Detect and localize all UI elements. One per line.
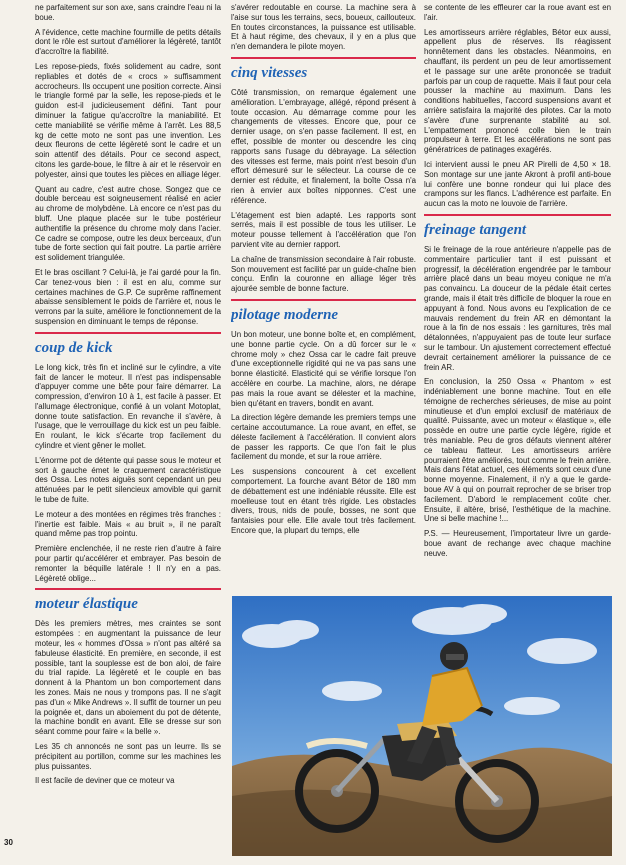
paragraph: Les amortisseurs arrière réglables, Bétor eux aussi, appellent plus de réserves. Ils réagissent honnêtement dans les obstacles. Néanmoins, en chauffant, ils perdent un peu de leur amortissement et le passage sur une arête prononcée se traduit parfois par un coup de raquette. Mais il faut pour cela pousser la machine au maximum. Dans les conditions habituelles, l'accord suspensions avant et arrière satisfaira la majorité des pilotes. Car la moto s'avère d'une surprenante stabilité au sol. L'empattement prononcé colle bien le train propulseur à terre. Et les accélérations ne sont pas génératrices de patinages exagérés.	[424, 27, 611, 155]
paragraph: Première enclenchée, il ne reste rien d'autre à faire pour partir qu'accélérer et embrayer. Pas besoin de remonter la béquille latérale ! Il n'y en a pas. Légèreté oblige...	[35, 544, 221, 583]
paragraph: En conclusion, la 250 Ossa « Phantom » est indéniablement une bonne machine. Tout en elle témoigne de recherches sérieuses, de mise au point minutieuse et d'un emploi exclusif de matériaux de qualité. Puissante, avec un moteur « élastique », elle possède en outre une partie cycle légère, rigide et très maniable. Peu de gros défauts viennent altérer ce tableau flatteur. Les amortisseurs arrière pourraient être améliorés, tout comme le frein arrière. Mais dans l'état actuel, ces éléments sont ceux d'une bonne moyenne. Finalement, il n'y a que le garde-boue AV à qui on pourrait reprocher de se briser trop facilement. D'abord le remplacement coûte cher. Ensuite, il altère, brisé, l'esthétique de la machine. Une si belle machine !...	[424, 377, 611, 524]
motocross-rider-photo	[232, 596, 612, 856]
paragraph: Le moteur a des montées en régimes très franches : l'inertie est faible. Mais « au bruit », il ne paraît quand même pas trop pointu.	[35, 509, 221, 539]
section-heading-cinq-vitesses: cinq vitesses	[231, 64, 308, 81]
paragraph: Si le freinage de la roue antérieure n'appelle pas de commentaire particulier tant il est puissant et progressif, la décélération engendrée par le tambour arrière placé dans un beau moyeu conique ne m'a pas convaincu. La douceur de la pédale était certes grande, mais il était très difficile de bloquer la roue en appuyant à fond. Nous avons eu l'explication de ce mauvais rendement du frein AR en démontant la roue à la fin de nos essais : les garnitures, très mal détalonnées, n'appuyaient pas de toute leur surface sur le tambour. Un ajustement correctement effectué devrait certainement améliorer la puissance de ce frein AR.	[424, 244, 611, 372]
section-heading-pilotage-moderne: pilotage moderne	[231, 306, 339, 323]
section-divider	[35, 588, 221, 590]
paragraph: Les suspensions concourent à cet excellent comportement. La fourche avant Bétor de 180 mm de débattement est une indéniable réussite. Elle est moelleuse tout en étant très rigide. Les obstacles divers, trous, nids de poule, bosses, ne sont que fantaisies pour elle. Elle avale tout très facilement. Encore que, la plupart du temps, elle	[231, 467, 416, 536]
paragraph: A l'évidence, cette machine fourmille de petits détails dont le rôle est surtout d'améliorer la légèreté, tantôt d'accroître la fiabilité.	[35, 27, 221, 57]
section-heading-moteur-elastique: moteur élastique	[35, 596, 138, 613]
section-divider	[35, 332, 221, 334]
paragraph: Quant au cadre, c'est autre chose. Songez que ce double berceau est soigneusement réalisé en acier au chrome de molybdène. Là encore ce n'est pas du bluff. Une plaque placée sur le tube postérieur authentifie la présence du chrome moly dans l'acier. Ce cadre se compose, outre les deux berceaux, d'un tube de forte section qui fait poutre. La partie arrière est solidement triangulée.	[35, 184, 221, 263]
page-number: 30	[4, 838, 13, 847]
paragraph: Dès les premiers mètres, mes craintes se sont estompées : en augmentant la puissance de leur moteur, les « hommes d'Ossa » n'ont pas altéré sa fabuleuse élasticité. En première, en seconde, il est possible, tant la souplesse est de bon aloi, de faire du trial rapide. La légèreté et le couple en bas donnent à la Phantom un bon comportement dans les zones. Mais ne nous y trompons pas. Il ne s'agit pas d'un « Mike Andrews ». Il suffit de tourner un peu la poignée et, dans un aboiement du pot de détente, la machine bondit en avant. Elle se dresse sur son séant comme pour faire « la belle ».	[35, 619, 221, 737]
section-divider	[231, 57, 416, 59]
section-divider	[231, 299, 416, 301]
paragraph: Les 35 ch annoncés ne sont pas un leurre. Ils se précipitent au portillon, comme sur les machines les plus puissantes.	[35, 742, 221, 771]
paragraph: Il est facile de deviner que ce moteur va	[35, 776, 175, 786]
paragraph: se contente de les effleurer car la roue avant est en l'air.	[424, 3, 611, 22]
article-column-1	[35, 3, 221, 858]
paragraph: L'étagement est bien adapté. Les rapports sont serrés, mais il est possible de tous les utiliser. Le moteur pousse tellement à l'accélération que l'on parvient vite au dernier rapport.	[231, 210, 416, 249]
paragraph: L'énorme pot de détente qui passe sous le moteur et sort à gauche émet le craquement caractéristique des Ossa. Les notes aiguës sont cependant un peu atténuées par le petit silencieux amovible qui garnit le tube de fuite.	[35, 455, 221, 505]
paragraph: Côté transmission, on remarque également une amélioration. L'embrayage, allégé, répond présent à toute occasion. Au démarrage comme pour les changements de vitesses. Encore que, pour ce dernier usage, on s'en passe facilement. Il est, en effet, possible de monter ou descendre les cinq rapports sans l'usage du débrayage. La sélection des vitesses est ferme, mais point n'est besoin d'un effort démesuré sur le sélecteur. La course de ce dernier est réduite, et finalement, la boîte Ossa n'a rien à envier aux boîtes nipponnes. C'est une référence.	[231, 87, 416, 205]
paragraph: Un bon moteur, une bonne boîte et, en complément, une bonne partie cycle. On a dû forcer sur le « chrome moly » chez Ossa car le cadre fait preuve d'une exceptionnelle rigidité qui ne va pas sans une bonne élasticité. Elasticité qui se vérifie lorsque l'on accélère en courbe. La machine, alors, ne dérape pas mais la roue avant se délester et la machine, bien qu'étant en travers, bondit en avant.	[231, 329, 416, 408]
paragraph: Ici intervient aussi le pneu AR Pirelli de 4,50 × 18. Son montage sur une jante Akront à profil anti-boue lui confère une bonne rondeur qui lui place des crampons sur les flancs. L'adhérence est parfaite. En aucun cas la moto ne louvoie de l'arrière.	[424, 159, 611, 209]
paragraph: P.S. — Heureusement, l'importateur livre un garde-boue avant de rechange avec chaque machine neuve.	[424, 529, 611, 558]
paragraph: ne parfaitement sur son axe, sans craindre l'eau ni la boue.	[35, 3, 221, 22]
section-divider	[424, 214, 611, 216]
section-heading-freinage-tangent: freinage tangent	[424, 221, 527, 238]
section-heading-coup-de-kick: coup de kick	[35, 339, 113, 356]
paragraph: La direction légère demande les premiers temps une certaine accoutumance. La roue avant, en effet, se déleste facilement à l'accélération. Il convient alors de passer les rapports. Ce que l'on fait le plus facilement du monde, et sur la roue arrière.	[231, 413, 416, 462]
article-column-3	[424, 3, 611, 593]
article-column-2	[231, 3, 416, 593]
paragraph: Le long kick, très fin et incliné sur le cylindre, a vite fait de lancer le moteur. Il n'est pas indispensable d'appuyer comme une bête pour faire démarrer. La compression, d'environ 10 à 1, est facile à passer. Et l'allumage électronique, confié à un volant Motoplat, donne toute satisfaction. En revanche il s'avère, à l'usage, que le verrouillage du kick est un peu faible. En roulant, le kick s'écarte trop facilement du cylindre et vient gêner le mollet.	[35, 362, 221, 451]
paragraph: s'avérer redoutable en course. La machine sera à l'aise sur tous les terrains, secs, boueux, caillouteux. En toutes circonstances, la puissance est utilisable. Et à haut régime, des chevaux, il y en a plus que n'en demandera le pilote moyen.	[231, 3, 416, 52]
paragraph: Et le bras oscillant ? Celui-là, je l'ai gardé pour la fin. Car tenez-vous bien : il est en alu, comme sur certaines machines de G.P. Ce suprême raffinement abaisse sensiblement le poids de l'arrière et, nous le verrons par la suite, améliore le fonctionnement de la suspension en diminuant le temps de réponse.	[35, 267, 221, 326]
paragraph: Les repose-pieds, fixés solidement au cadre, sont repliables et dotés de « crocs » suffisamment accrocheurs. Ils occupent une position correcte. Ainsi le triangle formé par la selle, les repose-pieds et le guidon est-il judicieusement défini. Tant pour diminuer la fatigue qu'accroître la maniabilité. Et cette maniabilité se vérifie même à l'arrêt. Les 88,5 kg de cette moto ne sont pas une invention. Les deux fleurons de cette légèreté sont le cadre et un soin attentif des détails. Pour ce second aspect, citons les garde-boue, le filtre à air et le réservoir en polyester, ainsi que toutes les pièces en alliage léger.	[35, 61, 221, 179]
paragraph: La chaîne de transmission secondaire à l'air robuste. Son mouvement est facilité par un guide-chaîne bien conçu. Enfin la couronne en alliage léger très ajourée semble de bonne facture.	[231, 254, 416, 294]
